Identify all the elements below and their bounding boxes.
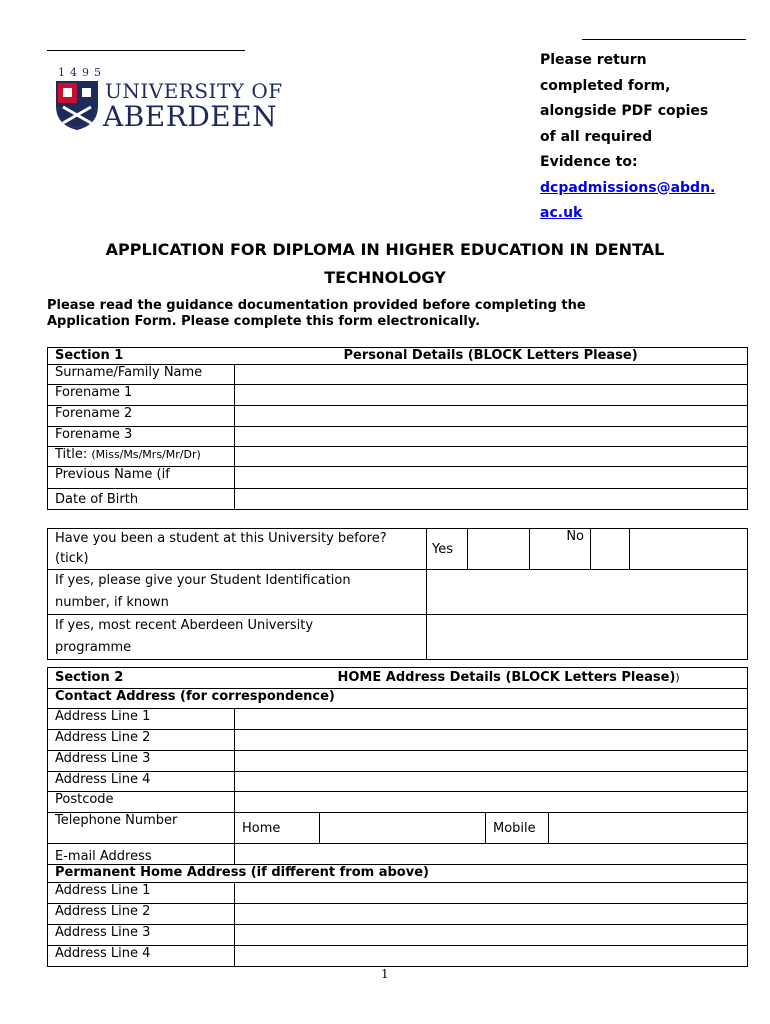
postcode-label: Postcode xyxy=(48,792,235,813)
home-phone-field[interactable] xyxy=(320,813,486,844)
page-number: 1 xyxy=(381,967,389,981)
title-field[interactable] xyxy=(235,447,748,467)
surname-label: Surname/Family Name xyxy=(48,365,235,385)
permanent-address-heading: Permanent Home Address (if different from above) xyxy=(48,865,748,883)
section2-label: Section 2 xyxy=(55,670,124,685)
title-line-2: TECHNOLOGY xyxy=(324,268,446,287)
forename3-label: Forename 3 xyxy=(48,427,235,447)
permanent-address2-label: Address Line 2 xyxy=(48,904,235,925)
telephone-label: Telephone Number xyxy=(48,813,235,844)
forename1-field[interactable] xyxy=(235,385,748,406)
logo-line-2: ABERDEEN xyxy=(103,100,278,133)
home-phone-label: Home xyxy=(235,813,320,844)
email-field[interactable] xyxy=(235,844,748,865)
mobile-phone-field[interactable] xyxy=(549,813,748,844)
logo-line-1: UNIVERSITY OF xyxy=(105,79,283,103)
email-label: E-mail Address xyxy=(48,844,235,865)
title-hint: (Miss/Ms/Mrs/Mr/Dr) xyxy=(91,448,201,461)
dob-label: Date of Birth xyxy=(48,489,235,510)
title-label-text: Title: xyxy=(55,447,92,462)
intro-line-2: Application Form. Please complete this form electronically. xyxy=(47,314,481,329)
logo-year: 1495 xyxy=(58,66,106,79)
contact-address3-field[interactable] xyxy=(235,751,748,772)
previous-student-question xyxy=(48,529,427,570)
permanent-address4-label: Address Line 4 xyxy=(48,946,235,967)
previous-student-question-line1: Have you been a student at this University before? xyxy=(55,531,387,546)
student-id-question-line1: If yes, please give your Student Identification xyxy=(55,573,351,588)
forename1-label: Forename 1 xyxy=(48,385,235,406)
intro-line-1: Please read the guidance documentation provided before completing the xyxy=(47,298,586,313)
email-link[interactable] xyxy=(540,176,755,202)
contact-address3-label: Address Line 3 xyxy=(48,751,235,772)
section2-heading xyxy=(338,668,680,688)
no-label: No xyxy=(530,529,591,570)
permanent-address3-label: Address Line 3 xyxy=(48,925,235,946)
previous-name-field[interactable] xyxy=(235,467,748,489)
forename3-field[interactable] xyxy=(235,427,748,447)
title-line-1: APPLICATION FOR DIPLOMA IN HIGHER EDUCATION IN DENTAL xyxy=(105,240,665,259)
contact-address-heading: Contact Address (for correspondence) xyxy=(48,689,748,709)
contact-address1-field[interactable] xyxy=(235,709,748,730)
section1-label: Section 1 xyxy=(55,348,124,363)
contact-address2-field[interactable] xyxy=(235,730,748,751)
return-line: Please return xyxy=(540,52,647,68)
return-line: Evidence to: xyxy=(540,154,638,170)
postcode-field[interactable] xyxy=(235,792,748,813)
permanent-address3-field[interactable] xyxy=(235,925,748,946)
header-rule-right xyxy=(582,39,746,40)
forename2-label: Forename 2 xyxy=(48,406,235,427)
return-line: completed form, xyxy=(540,77,671,94)
programme-field[interactable] xyxy=(427,615,748,660)
intro-text xyxy=(47,298,737,330)
student-history-table xyxy=(47,528,748,660)
return-line: of all required xyxy=(540,128,653,145)
programme-question-line1: If yes, most recent Aberdeen University xyxy=(55,618,314,633)
section1-header xyxy=(48,348,748,365)
student-id-question-line2: number, if known xyxy=(55,595,169,610)
student-id-question xyxy=(48,570,427,615)
permanent-address1-field[interactable] xyxy=(235,883,748,904)
yes-label: Yes xyxy=(427,529,468,570)
permanent-address1-label: Address Line 1 xyxy=(48,883,235,904)
title-label xyxy=(48,447,235,467)
programme-question-line2: programme xyxy=(55,640,132,655)
dob-field[interactable] xyxy=(235,489,748,510)
answer-spacer xyxy=(630,529,748,570)
mobile-phone-label: Mobile xyxy=(486,813,549,844)
contact-address4-field[interactable] xyxy=(235,772,748,792)
previous-student-question-line2: (tick) xyxy=(55,551,89,566)
contact-address1-label: Address Line 1 xyxy=(48,709,235,730)
return-instructions xyxy=(540,48,755,227)
student-id-field[interactable] xyxy=(427,570,748,615)
surname-field[interactable] xyxy=(235,365,748,385)
permanent-address2-field[interactable] xyxy=(235,904,748,925)
section2-header xyxy=(48,668,748,689)
page-title xyxy=(40,236,730,292)
email-link-part-1[interactable]: dcpadmissions@abdn. xyxy=(540,179,716,196)
crest-icon xyxy=(55,80,99,130)
no-checkbox[interactable] xyxy=(591,529,630,570)
contact-address2-label: Address Line 2 xyxy=(48,730,235,751)
section1-heading: Personal Details (BLOCK Letters Please) xyxy=(343,348,638,363)
section2-table xyxy=(47,667,748,967)
section2-heading-text: HOME Address Details (BLOCK Letters Please) xyxy=(337,670,676,685)
header-rule-left xyxy=(47,50,245,51)
yes-checkbox[interactable] xyxy=(468,529,530,570)
previous-name-label: Previous Name (if xyxy=(48,467,235,489)
email-link-continued[interactable] xyxy=(540,201,755,227)
programme-question xyxy=(48,615,427,660)
section2-heading-suffix: ) xyxy=(675,671,680,684)
email-link-part-2[interactable]: ac.uk xyxy=(540,205,583,221)
university-logo xyxy=(55,66,295,132)
return-line: alongside PDF copies xyxy=(540,103,709,119)
contact-address4-label: Address Line 4 xyxy=(48,772,235,792)
forename2-field[interactable] xyxy=(235,406,748,427)
section1-table xyxy=(47,347,748,510)
permanent-address4-field[interactable] xyxy=(235,946,748,967)
